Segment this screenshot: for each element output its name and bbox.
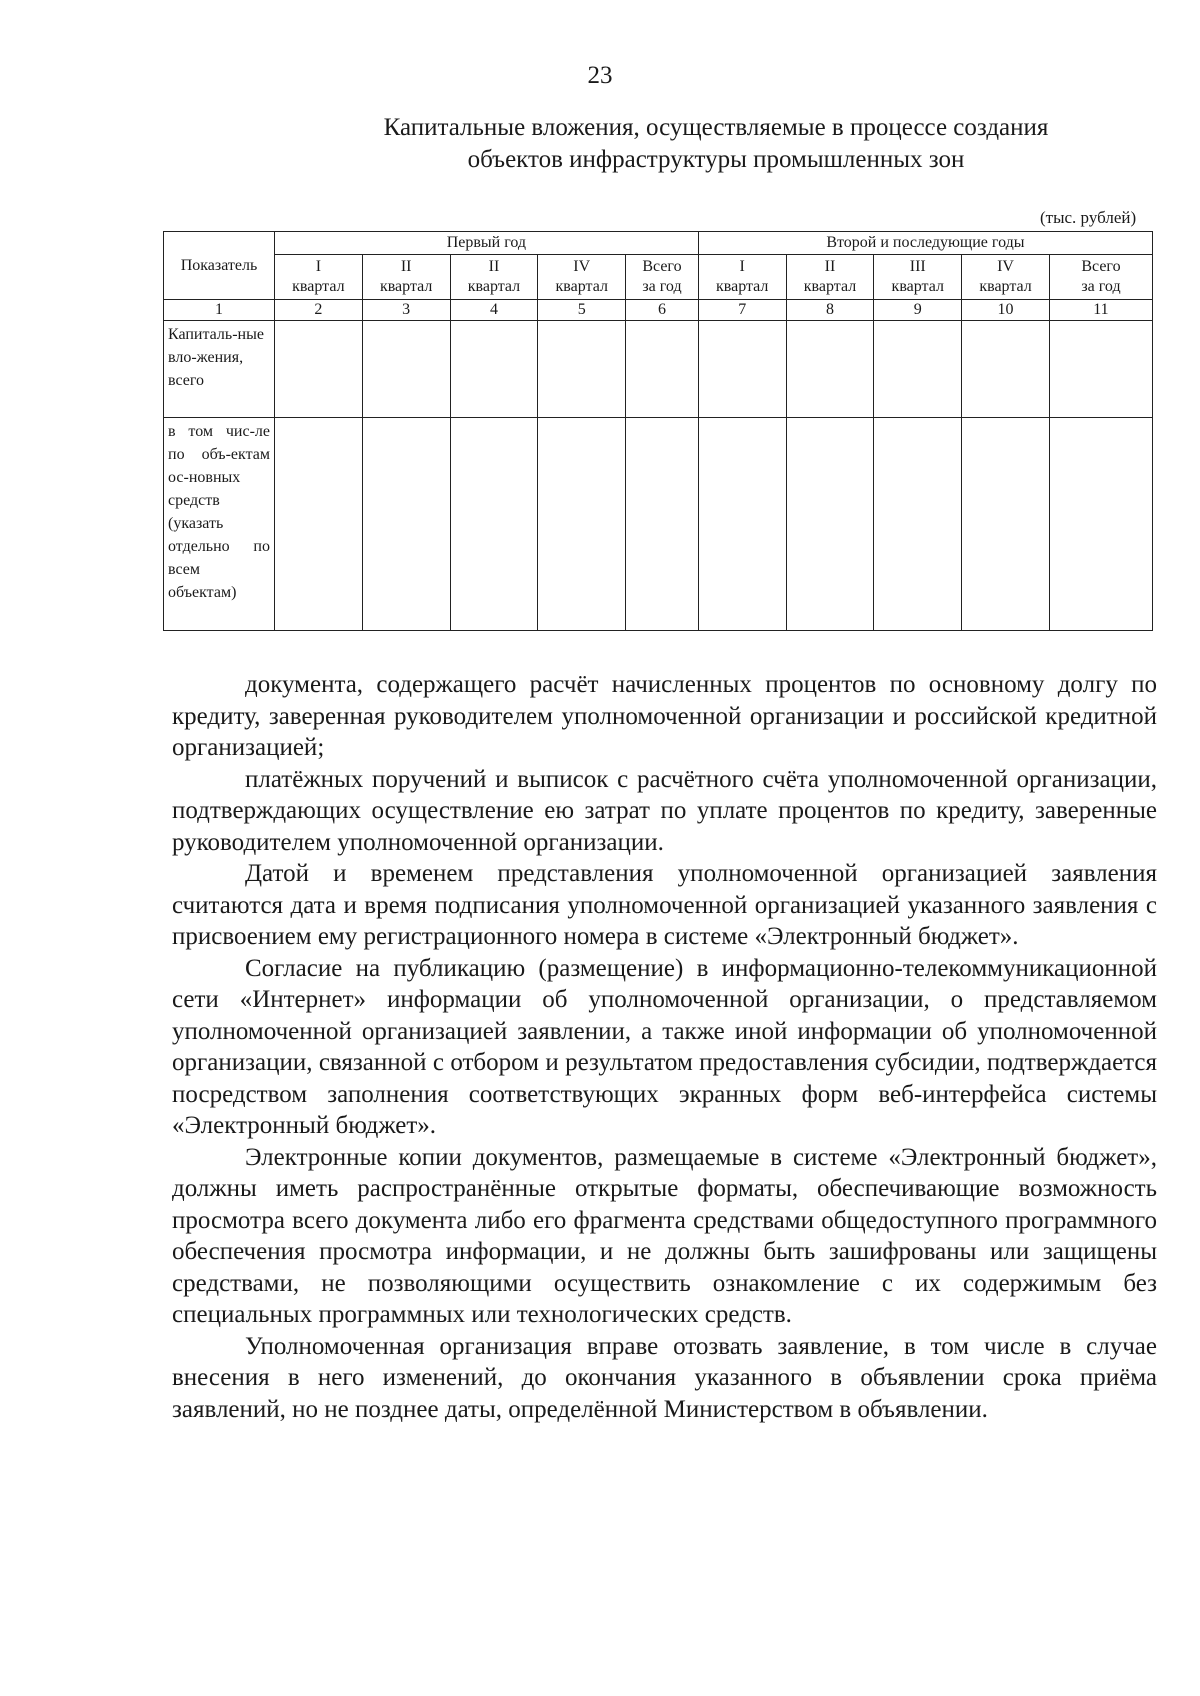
empty-cell <box>1049 418 1152 631</box>
column-number: 7 <box>698 300 786 321</box>
sub-header: IV квартал <box>962 255 1050 300</box>
sub-header: Всего за год <box>1049 255 1152 300</box>
column-number: 5 <box>538 300 626 321</box>
empty-cell <box>698 321 786 418</box>
empty-cell <box>626 418 699 631</box>
empty-cell <box>274 321 362 418</box>
sub-header: II квартал <box>362 255 450 300</box>
sub-header: IV квартал <box>538 255 626 300</box>
column-number: 11 <box>1049 300 1152 321</box>
paragraph: платёжных поручений и выписок с расчётного счёта уполномоченной организации, подтверждающих осуществление ею затрат по уплате процентов по кредиту, заверенные руководителем уполномоченной организации. <box>172 765 1157 856</box>
column-number: 2 <box>274 300 362 321</box>
empty-cell <box>1049 321 1152 418</box>
table-title-line-1: Капитальные вложения, осуществляемые в процессе создания <box>383 114 1049 141</box>
empty-cell <box>450 418 538 631</box>
empty-cell <box>538 321 626 418</box>
indicator-header: Показатель <box>164 232 275 300</box>
empty-cell <box>874 418 962 631</box>
empty-cell <box>962 418 1050 631</box>
paragraph: Датой и временем представления уполномоченной организацией заявления считаются дата и время подписания уполномоченной организацией указанного заявления с присвоением ему регистрационного номера в системе «Электронный бюджет». <box>172 860 1157 950</box>
paragraph: Электронные копии документов, размещаемые в системе «Электронный бюджет», должны иметь распространённые открытые форматы, обеспечивающие возможность просмотра всего документа либо его фрагмента средствами общедоступного программного обеспечения просмотра информации, и не должны быть зашифрованы или защищены средствами, не позволяющими осуществить ознакомление с их содержимым без специальных программных или технологических средств. <box>172 1143 1157 1328</box>
table-title <box>300 112 1132 176</box>
units-label: (тыс. рублей) <box>1040 208 1137 227</box>
column-number: 1 <box>164 300 275 321</box>
group-header-first-year: Первый год <box>274 232 698 255</box>
paragraph: документа, содержащего расчёт начисленных процентов по основному долгу по кредиту, заверенная руководителем уполномоченной организации и российской кредитной организацией; <box>172 671 1157 761</box>
empty-cell <box>962 321 1050 418</box>
sub-header: II квартал <box>786 255 874 300</box>
page-number: 23 <box>587 62 613 89</box>
empty-cell <box>538 418 626 631</box>
empty-cell <box>362 321 450 418</box>
empty-cell <box>450 321 538 418</box>
empty-cell <box>274 418 362 631</box>
column-number: 10 <box>962 300 1050 321</box>
empty-cell <box>786 321 874 418</box>
group-header-subsequent-years: Второй и последующие годы <box>698 232 1152 255</box>
sub-header: Всего за год <box>626 255 699 300</box>
table-row <box>164 321 1153 418</box>
column-number: 9 <box>874 300 962 321</box>
empty-cell <box>362 418 450 631</box>
row-label-fixed-assets: в том чис-ле по объ-ектам ос-новных средств (указать отдельно по всем объектам) <box>164 418 275 631</box>
column-number: 4 <box>450 300 538 321</box>
body-text <box>172 669 1157 1425</box>
column-number: 6 <box>626 300 699 321</box>
sub-header: I квартал <box>698 255 786 300</box>
table-title-line-2: объектов инфраструктуры промышленных зон <box>467 146 965 173</box>
empty-cell <box>786 418 874 631</box>
row-label-capital-total: Капиталь-ные вло-жения, всего <box>164 321 275 418</box>
column-number: 8 <box>786 300 874 321</box>
empty-cell <box>874 321 962 418</box>
capital-investments-table <box>163 231 1153 631</box>
empty-cell <box>698 418 786 631</box>
sub-header: I квартал <box>274 255 362 300</box>
sub-header: III квартал <box>874 255 962 300</box>
column-number: 3 <box>362 300 450 321</box>
paragraph: Согласие на публикацию (размещение) в информационно-телекоммуникационной сети «Интернет» информации об уполномоченной организации, о представляемом уполномоченной организацией заявлении, а также иной информации об уполномоченной организации, связанной с отбором и результатом предоставления субсидии, подтверждается посредством заполнения соответствующих экранных форм веб-интерфейса системы «Электронный бюджет». <box>172 954 1157 1139</box>
paragraph: Уполномоченная организация вправе отозвать заявление, в том числе в случае внесения в него изменений, до окончания указанного в объявлении срока приёма заявлений, но не позднее даты, определённой Министерством в объявлении. <box>172 1332 1157 1423</box>
empty-cell <box>626 321 699 418</box>
sub-header: II квартал <box>450 255 538 300</box>
table-row <box>164 418 1153 631</box>
